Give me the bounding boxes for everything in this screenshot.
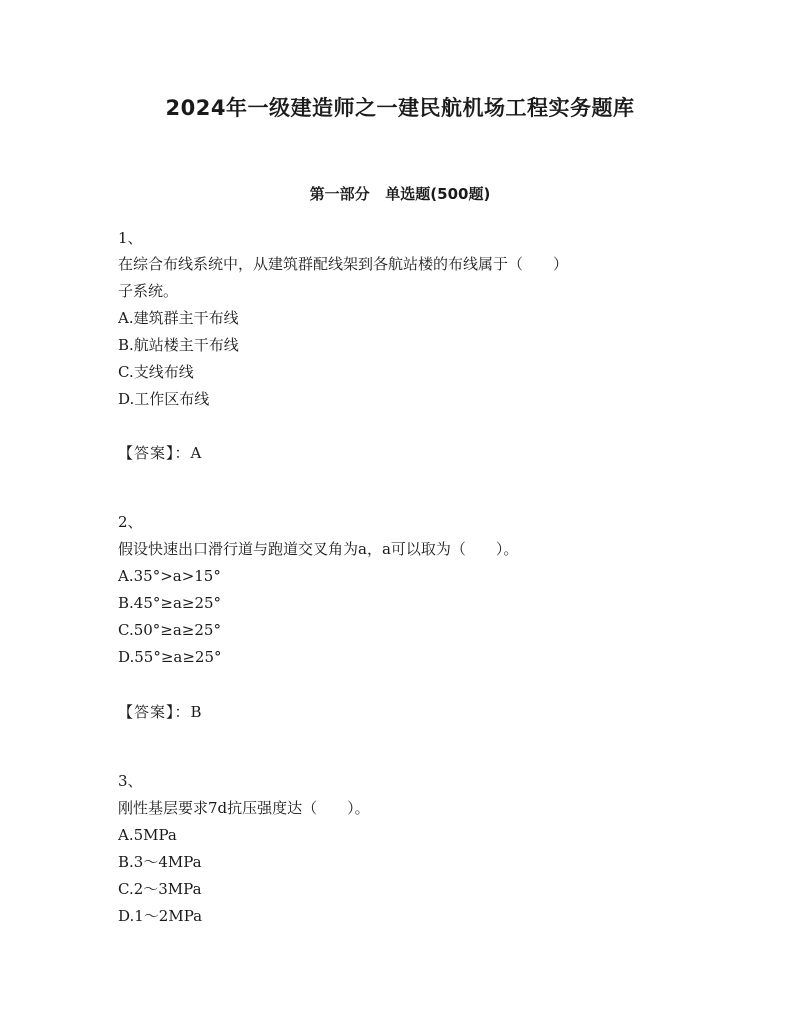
question-1-option-b: B.航站楼主干布线 (118, 336, 239, 354)
question-3-option-c: C.2～3MPa (118, 880, 202, 898)
question-2-option-c: C.50°≥a≥25° (118, 621, 221, 639)
section-title: 第一部分 单选题(500题) (309, 185, 491, 203)
answer-label: 【答案】： (118, 444, 191, 462)
answer-value: B (190, 703, 202, 721)
question-3-option-d: D.1～2MPa (118, 907, 203, 925)
question-1-number: 1、 (118, 229, 143, 247)
question-1-answer (118, 443, 201, 463)
question-3-stem: 刚性基层要求7d抗压强度达（ ）。 (118, 799, 370, 817)
question-2-option-b: B.45°≥a≥25° (118, 594, 222, 612)
question-3-option-b: B.3～4MPa (118, 853, 202, 871)
answer-label: 【答案】： (118, 703, 191, 721)
question-2-stem: 假设快速出口滑行道与跑道交叉角为a，a可以取为（ ）。 (118, 540, 519, 558)
question-1-option-d: D.工作区布线 (118, 390, 210, 408)
answer-value: A (190, 444, 202, 462)
document-title: 2024年一级建造师之一建民航机场工程实务题库 (165, 96, 635, 120)
question-1-option-c: C.支线布线 (118, 363, 194, 381)
question-3-option-a: A.5MPa (118, 826, 177, 844)
question-2-option-a: A.35°>a>15° (118, 567, 221, 585)
question-1-stem: 在综合布线系统中，从建筑群配线架到各航站楼的布线属于（ ） (118, 255, 569, 273)
question-2-option-d: D.55°≥a≥25° (118, 648, 222, 666)
question-2-number: 2、 (118, 513, 143, 531)
question-1-stem-continued: 子系统。 (118, 282, 179, 300)
question-2-answer (118, 702, 202, 722)
question-1-option-a: A.建筑群主干布线 (118, 309, 239, 327)
question-3-number: 3、 (118, 772, 143, 790)
